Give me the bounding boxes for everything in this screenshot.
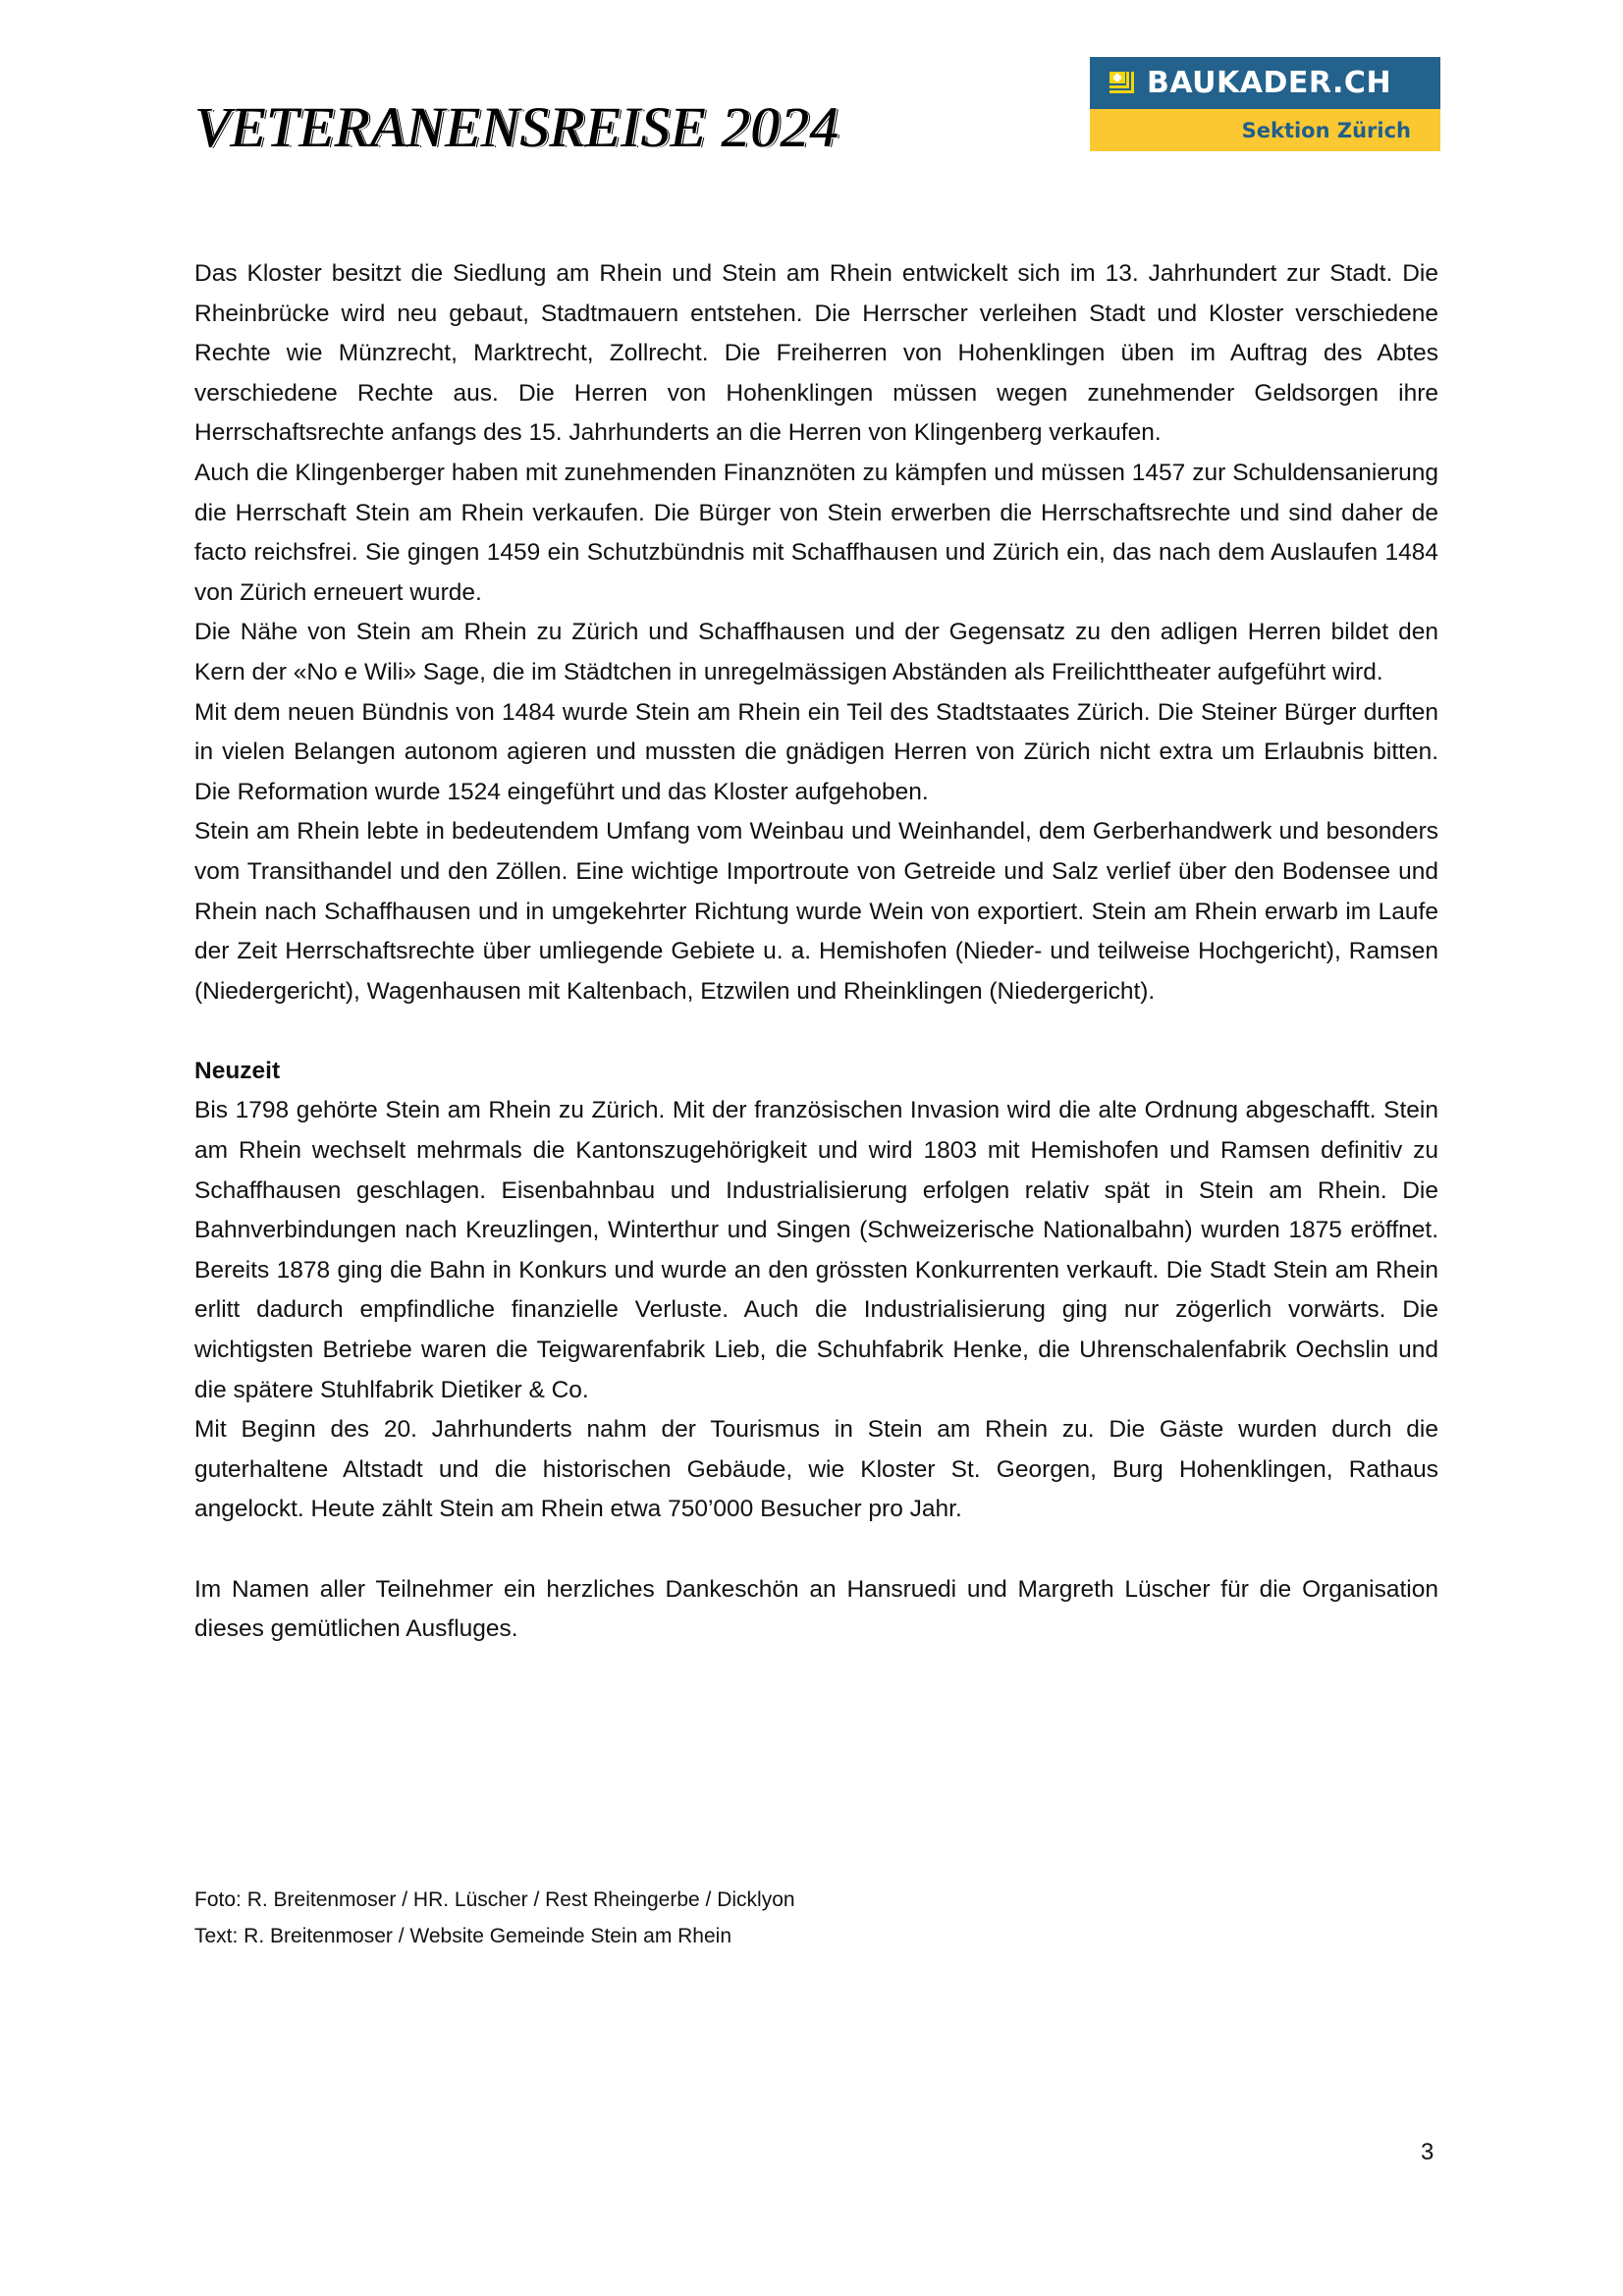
paragraph-spacer [194, 1011, 1438, 1052]
article-body [194, 254, 1438, 1650]
logo-bottom-bar [1090, 109, 1440, 151]
section-heading-neuzeit: Neuzeit [194, 1057, 281, 1084]
logo-top-bar [1090, 57, 1440, 109]
paragraph-klingenberger: Auch die Klingenberger haben mit zunehmenden Finanznöten zu kämpfen und müssen 1457 zur Schuldensanierung die Herrschaft Stein am Rhein verkaufen. Die Bürger von Stein erwerben die Herrschaftsrechte und sind daher de facto reichsfrei. Sie gingen 1459 ein Schutzbündnis mit Schaffhausen und Zürich ein, das nach dem Auslaufen 1484 von Zürich erneuert wurde. [194, 459, 1438, 606]
photo-credit: Foto: R. Breitenmoser / HR. Lüscher / Rest Rheingerbe / Dicklyon [194, 1888, 795, 1911]
logo-section-text: Sektion Zürich [1241, 118, 1411, 142]
paragraph-spacer [194, 1530, 1438, 1570]
page-number: 3 [1421, 2139, 1434, 2165]
paragraph-kloster: Das Kloster besitzt die Siedlung am Rhein und Stein am Rhein entwickelt sich im 13. Jahrhundert zur Stadt. Die Rheinbrücke wird neu gebaut, Stadtmauern entstehen. Die Herrscher verleihen Stadt und Kloster verschiedene Rechte wie Münzrecht, Marktrecht, Zollrecht. Die Freiherren von Hohenklingen üben im Auftrag des Abtes verschiedene Rechte aus. Die Herren von Hohenklingen müssen wegen zunehmender Geldsorgen ihre Herrschaftsrechte anfangs des 15. Jahrhunderts an die Herren von Klingenberg verkaufen. [194, 260, 1438, 447]
credits [194, 1882, 795, 1954]
page-title: VETERANENSREISE 2024 [194, 95, 839, 159]
paragraph-buendnis: Mit dem neuen Bündnis von 1484 wurde Stein am Rhein ein Teil des Stadtstaates Zürich. Die Steiner Bürger durften in vielen Belangen autonom agieren und mussten die gnädigen Herren von Zürich nicht extra um Erlaubnis bitten. Die Reformation wurde 1524 eingeführt und das Kloster aufgehoben. [194, 698, 1438, 805]
logo-brand-text: BAUKADER.CH [1147, 66, 1392, 100]
paragraph-no-e-wili: Die Nähe von Stein am Rhein zu Zürich und Schaffhausen und der Gegensatz zu den adligen Herren bildet den Kern der «No e Wili» Sage, die im Städtchen in unregelmässigen Abständen als Freilichttheater aufgeführt wird. [194, 619, 1438, 685]
paragraph-neuzeit: Bis 1798 gehörte Stein am Rhein zu Zürich. Mit der französischen Invasion wird die alte Ordnung abgeschafft. Stein am Rhein wechselt mehrmals die Kantonszugehörigkeit und wird 1803 mit Hemishofen und Ramsen definitiv zu Schaffhausen geschlagen. Eisenbahnbau und Industrialisierung erfolgen relativ spät in Stein am Rhein. Die Bahnverbindungen nach Kreuzlingen, Winterthur und Singen (Schweizerische Nationalbahn) wurden 1875 eröffnet. Bereits 1878 ging die Bahn in Konkurs und wurde an den grössten Konkurrenten verkauft. Die Stadt Stein am Rhein erlitt dadurch empfindliche finanzielle Verluste. Auch die Industrialisierung ging nur zögerlich vorwärts. Die wichtigsten Betriebe waren die Teigwarenfabrik Lieb, die Schuhfabrik Henke, die Uhrenschalenfabrik Oechslin und die spätere Stuhlfabrik Dietiker & Co. [194, 1097, 1438, 1403]
baukader-logo [1090, 57, 1440, 151]
paragraph-weinbau: Stein am Rhein lebte in bedeutendem Umfang vom Weinbau und Weinhandel, dem Gerberhandwerk und besonders vom Transithandel und den Zöllen. Eine wichtige Importroute von Getreide und Salz verlief über den Bodensee und Rhein nach Schaffhausen und in umgekehrter Richtung wurde Wein von exportiert. Stein am Rhein erwarb im Laufe der Zeit Herrschaftsrechte über umliegende Gebiete u. a. Hemishofen (Nieder- und teilweise Hochgericht), Ramsen (Niedergericht), Wagenhausen mit Kaltenbach, Etzwilen und Rheinklingen (Niedergericht). [194, 818, 1438, 1005]
swiss-cross-building-icon [1109, 72, 1137, 95]
text-credit: Text: R. Breitenmoser / Website Gemeinde Stein am Rhein [194, 1925, 732, 1947]
paragraph-thanks: Im Namen aller Teilnehmer ein herzliches Dankeschön an Hansruedi und Margreth Lüscher für die Organisation dieses gemütlichen Ausfluges. [194, 1575, 1438, 1643]
paragraph-tourismus: Mit Beginn des 20. Jahrhunderts nahm der Tourismus in Stein am Rhein zu. Die Gäste wurden durch die guterhaltene Altstadt und die historischen Gebäude, wie Kloster St. Georgen, Burg Hohenklingen, Rathaus angelockt. Heute zählt Stein am Rhein etwa 750’000 Besucher pro Jahr. [194, 1416, 1438, 1523]
